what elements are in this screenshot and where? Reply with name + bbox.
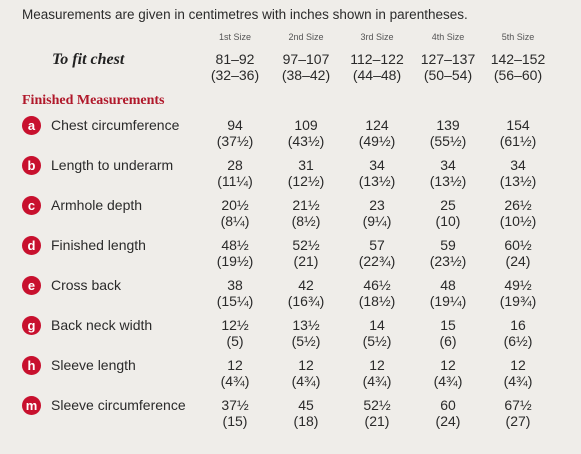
value-cell xyxy=(473,317,563,349)
value-cm: 45 xyxy=(298,397,314,413)
value-in: (21) xyxy=(364,413,390,429)
value-in: (16¾) xyxy=(287,293,325,309)
value-cell xyxy=(473,117,563,149)
value-cell xyxy=(473,357,563,389)
value-in: (15) xyxy=(222,413,248,429)
value-in: (37½) xyxy=(216,133,254,149)
fit-chest-size-5 xyxy=(473,51,563,83)
value-in: (5) xyxy=(226,333,244,349)
value-cm: 57 xyxy=(369,237,385,253)
fit-chest-in: (44–48) xyxy=(352,67,402,83)
value-in: (13½) xyxy=(358,173,396,189)
row-label-g xyxy=(22,315,152,335)
value-cm: 14 xyxy=(369,317,385,333)
value-cm: 15 xyxy=(440,317,456,333)
section-title: Finished Measurements xyxy=(22,93,165,108)
value-cm: 23 xyxy=(369,197,385,213)
value-cm: 28 xyxy=(227,157,243,173)
size-header-5: 5th Size xyxy=(501,32,535,42)
value-cm: 20½ xyxy=(221,197,249,213)
value-in: (8¼) xyxy=(220,213,250,229)
value-in: (5½) xyxy=(291,333,321,349)
value-in: (24) xyxy=(435,413,461,429)
value-cm: 42 xyxy=(298,277,314,293)
value-in: (9¼) xyxy=(362,213,392,229)
value-in: (23½) xyxy=(429,253,467,269)
value-in: (21) xyxy=(293,253,319,269)
value-cm: 52½ xyxy=(292,237,320,253)
value-cell xyxy=(473,197,563,229)
value-cm: 139 xyxy=(436,117,460,133)
value-cm: 154 xyxy=(506,117,530,133)
measurement-name: Back neck width xyxy=(51,317,153,333)
value-cm: 12½ xyxy=(221,317,249,333)
value-in: (10½) xyxy=(499,213,537,229)
value-cell xyxy=(473,157,563,189)
value-in: (13½) xyxy=(499,173,537,189)
value-in: (18) xyxy=(293,413,319,429)
value-in: (4¾) xyxy=(362,373,392,389)
measurement-name: Sleeve circumference xyxy=(51,397,186,413)
value-in: (19¾) xyxy=(499,293,537,309)
value-cm: 12 xyxy=(227,357,243,373)
fit-chest-label: To fit chest xyxy=(52,51,125,68)
value-cm: 109 xyxy=(294,117,318,133)
value-in: (49½) xyxy=(358,133,396,149)
value-in: (18½) xyxy=(358,293,396,309)
value-in: (24) xyxy=(505,253,531,269)
value-in: (6½) xyxy=(503,333,533,349)
letter-badge-icon: c xyxy=(22,196,41,215)
fit-chest-cm: 81–92 xyxy=(215,51,255,67)
row-label-e xyxy=(22,275,121,295)
letter-badge-icon: g xyxy=(22,316,41,335)
value-cm: 59 xyxy=(440,237,456,253)
value-in: (11¼) xyxy=(217,173,253,189)
value-cm: 60 xyxy=(440,397,456,413)
letter-badge-icon: a xyxy=(22,116,41,135)
value-cell xyxy=(473,237,563,269)
fit-chest-cm: 112–122 xyxy=(350,51,404,67)
value-in: (27) xyxy=(505,413,531,429)
letter-badge-icon: d xyxy=(22,236,41,255)
measurement-name: Chest circumference xyxy=(51,117,180,133)
size-header-4: 4th Size xyxy=(431,32,465,42)
row-label-a xyxy=(22,115,179,135)
measurement-name: Finished length xyxy=(51,237,146,253)
value-in: (4¾) xyxy=(220,373,250,389)
units-note: Measurements are given in centimetres with inches shown in parentheses. xyxy=(22,7,468,22)
value-cm: 12 xyxy=(440,357,456,373)
fit-chest-in: (32–36) xyxy=(210,67,260,83)
value-in: (19½) xyxy=(216,253,254,269)
fit-chest-cm: 127–137 xyxy=(420,51,476,67)
value-in: (43½) xyxy=(287,133,325,149)
letter-badge-icon: m xyxy=(22,396,41,415)
value-cell xyxy=(473,277,563,309)
value-in: (6) xyxy=(439,333,457,349)
value-cm: 12 xyxy=(510,357,526,373)
row-label-h xyxy=(22,355,136,375)
value-cm: 52½ xyxy=(363,397,391,413)
measurement-name: Cross back xyxy=(51,277,122,293)
value-cell xyxy=(473,397,563,429)
fit-chest-cm: 142–152 xyxy=(490,51,546,67)
fit-chest-cm: 97–107 xyxy=(282,51,330,67)
value-in: (13½) xyxy=(429,173,467,189)
row-label-b xyxy=(22,155,173,175)
value-in: (61½) xyxy=(499,133,537,149)
value-cm: 48 xyxy=(440,277,456,293)
value-cm: 26½ xyxy=(504,197,532,213)
value-in: (15¼) xyxy=(216,293,254,309)
size-header-1: 1st Size xyxy=(218,32,251,42)
value-cm: 25 xyxy=(440,197,456,213)
value-in: (4¾) xyxy=(433,373,463,389)
value-in: (10) xyxy=(435,213,461,229)
fit-chest-in: (56–60) xyxy=(493,67,543,83)
value-in: (8½) xyxy=(291,213,321,229)
value-cm: 46½ xyxy=(363,277,391,293)
value-in: (19¼) xyxy=(429,293,467,309)
letter-badge-icon: b xyxy=(22,156,41,175)
measurement-name: Armhole depth xyxy=(51,197,143,213)
value-in: (4¾) xyxy=(291,373,321,389)
value-cm: 37½ xyxy=(221,397,249,413)
value-cm: 12 xyxy=(369,357,385,373)
value-in: (55½) xyxy=(429,133,467,149)
value-cm: 31 xyxy=(298,157,314,173)
value-in: (4¾) xyxy=(503,373,533,389)
size-header-3: 3rd Size xyxy=(360,32,394,42)
value-cm: 94 xyxy=(227,117,243,133)
value-cm: 38 xyxy=(227,277,243,293)
value-cm: 49½ xyxy=(504,277,532,293)
value-cm: 21½ xyxy=(292,197,320,213)
value-cm: 124 xyxy=(365,117,389,133)
row-label-c xyxy=(22,195,142,215)
letter-badge-icon: h xyxy=(22,356,41,375)
value-cm: 34 xyxy=(510,157,526,173)
value-cm: 48½ xyxy=(221,237,249,253)
measurement-name: Length to underarm xyxy=(51,157,174,173)
value-cm: 12 xyxy=(298,357,314,373)
value-cm: 60½ xyxy=(504,237,532,253)
value-in: (5½) xyxy=(362,333,392,349)
row-label-m xyxy=(22,395,186,415)
fit-chest-in: (38–42) xyxy=(281,67,331,83)
value-cm: 34 xyxy=(369,157,385,173)
value-cm: 16 xyxy=(510,317,526,333)
value-cm: 67½ xyxy=(504,397,532,413)
value-in: (12½) xyxy=(287,173,325,189)
measurement-name: Sleeve length xyxy=(51,357,136,373)
value-in: (22¾) xyxy=(358,253,396,269)
letter-badge-icon: e xyxy=(22,276,41,295)
value-cm: 13½ xyxy=(292,317,320,333)
fit-chest-in: (50–54) xyxy=(423,67,473,83)
size-header-2: 2nd Size xyxy=(288,32,324,42)
value-cm: 34 xyxy=(440,157,456,173)
row-label-d xyxy=(22,235,146,255)
